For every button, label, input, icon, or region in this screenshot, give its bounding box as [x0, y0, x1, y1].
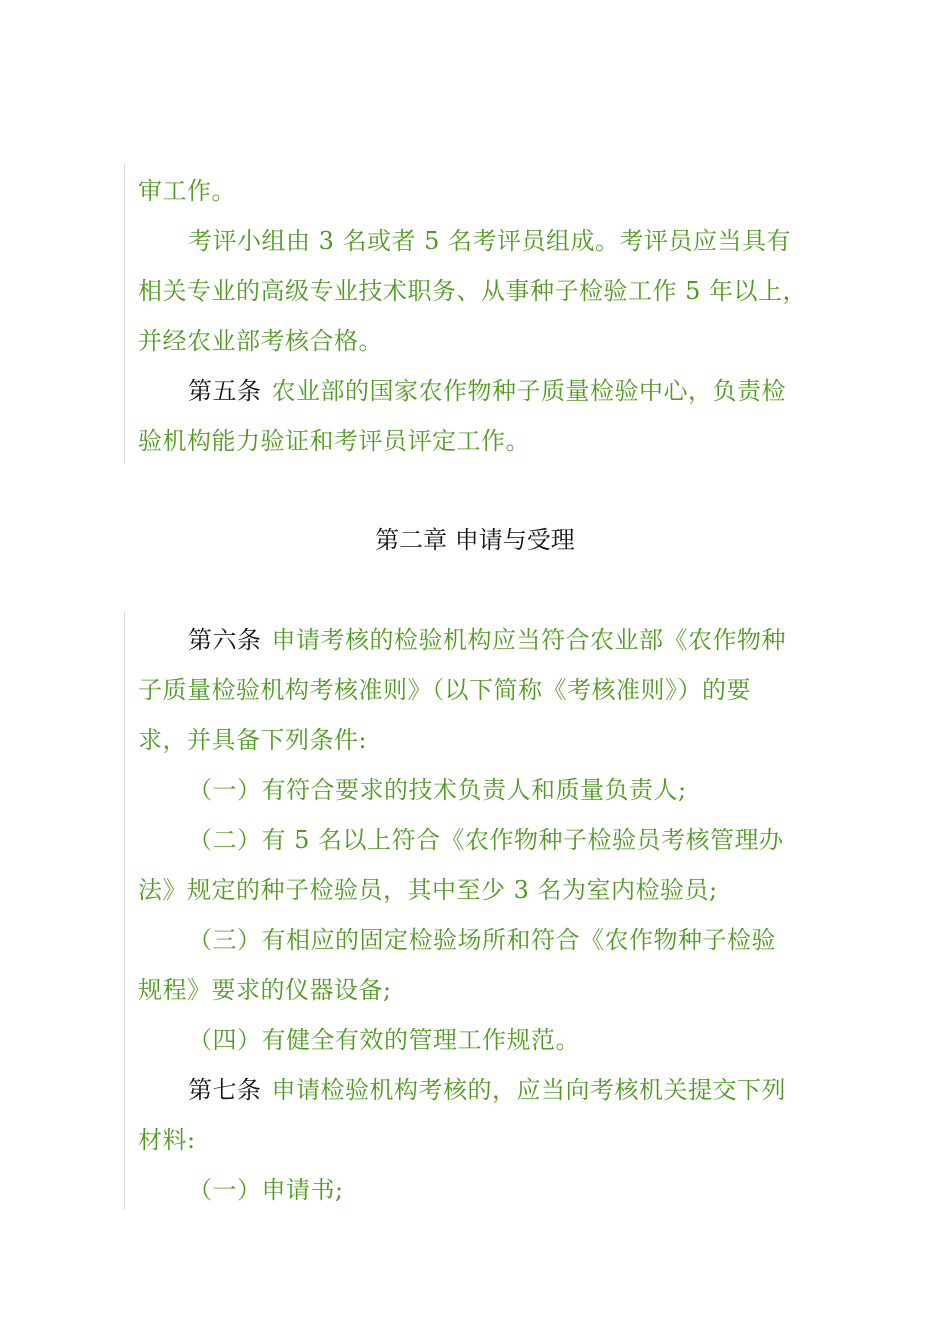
article-5	[138, 366, 838, 416]
article-number: 第六条	[188, 626, 262, 654]
list-item: （三）有相应的固定检验场所和符合《农作物种子检验	[188, 926, 776, 954]
margin-rule	[124, 612, 125, 1210]
article-number: 第五条	[188, 377, 262, 405]
paragraph-line: 审工作。	[138, 177, 236, 205]
article-text: 申请考核的检验机构应当符合农业部《农作物种	[271, 626, 786, 654]
paragraph-line: 相关专业的高级专业技术职务、从事种子检验工作 5 年以上，	[138, 277, 808, 305]
article-6	[138, 615, 838, 665]
chapter-heading: 第二章 申请与受理	[375, 526, 575, 554]
article-text: 农业部的国家农作物种子质量检验中心，负责检	[271, 377, 786, 405]
list-item: （二）有 5 名以上符合《农作物种子检验员考核管理办	[188, 826, 784, 854]
article-number: 第七条	[188, 1076, 262, 1104]
list-item: （一）申请书;	[188, 1176, 344, 1204]
paragraph-line: 材料:	[138, 1126, 196, 1154]
paragraph-line: 子质量检验机构考核准则》（以下简称《考核准则》）的要	[138, 676, 751, 704]
article-text: 申请检验机构考核的，应当向考核机关提交下列	[271, 1076, 786, 1104]
list-item-continued: 法》规定的种子检验员，其中至少 3 名为室内检验员;	[138, 876, 718, 904]
list-item: （一）有符合要求的技术负责人和质量负责人;	[188, 776, 687, 804]
paragraph-line: 验机构能力验证和考评员评定工作。	[138, 427, 530, 455]
list-item: （四）有健全有效的管理工作规范。	[188, 1026, 580, 1054]
text-block-1	[138, 166, 838, 466]
paragraph-line: 求，并具备下列条件:	[138, 726, 368, 754]
list-item-continued: 规程》要求的仪器设备;	[138, 976, 392, 1004]
text-block-2	[138, 615, 838, 1215]
article-7	[138, 1065, 838, 1115]
margin-rule	[124, 164, 125, 464]
paragraph-line: 考评小组由 3 名或者 5 名考评员组成。考评员应当具有	[188, 227, 792, 255]
paragraph-line: 并经农业部考核合格。	[138, 327, 383, 355]
